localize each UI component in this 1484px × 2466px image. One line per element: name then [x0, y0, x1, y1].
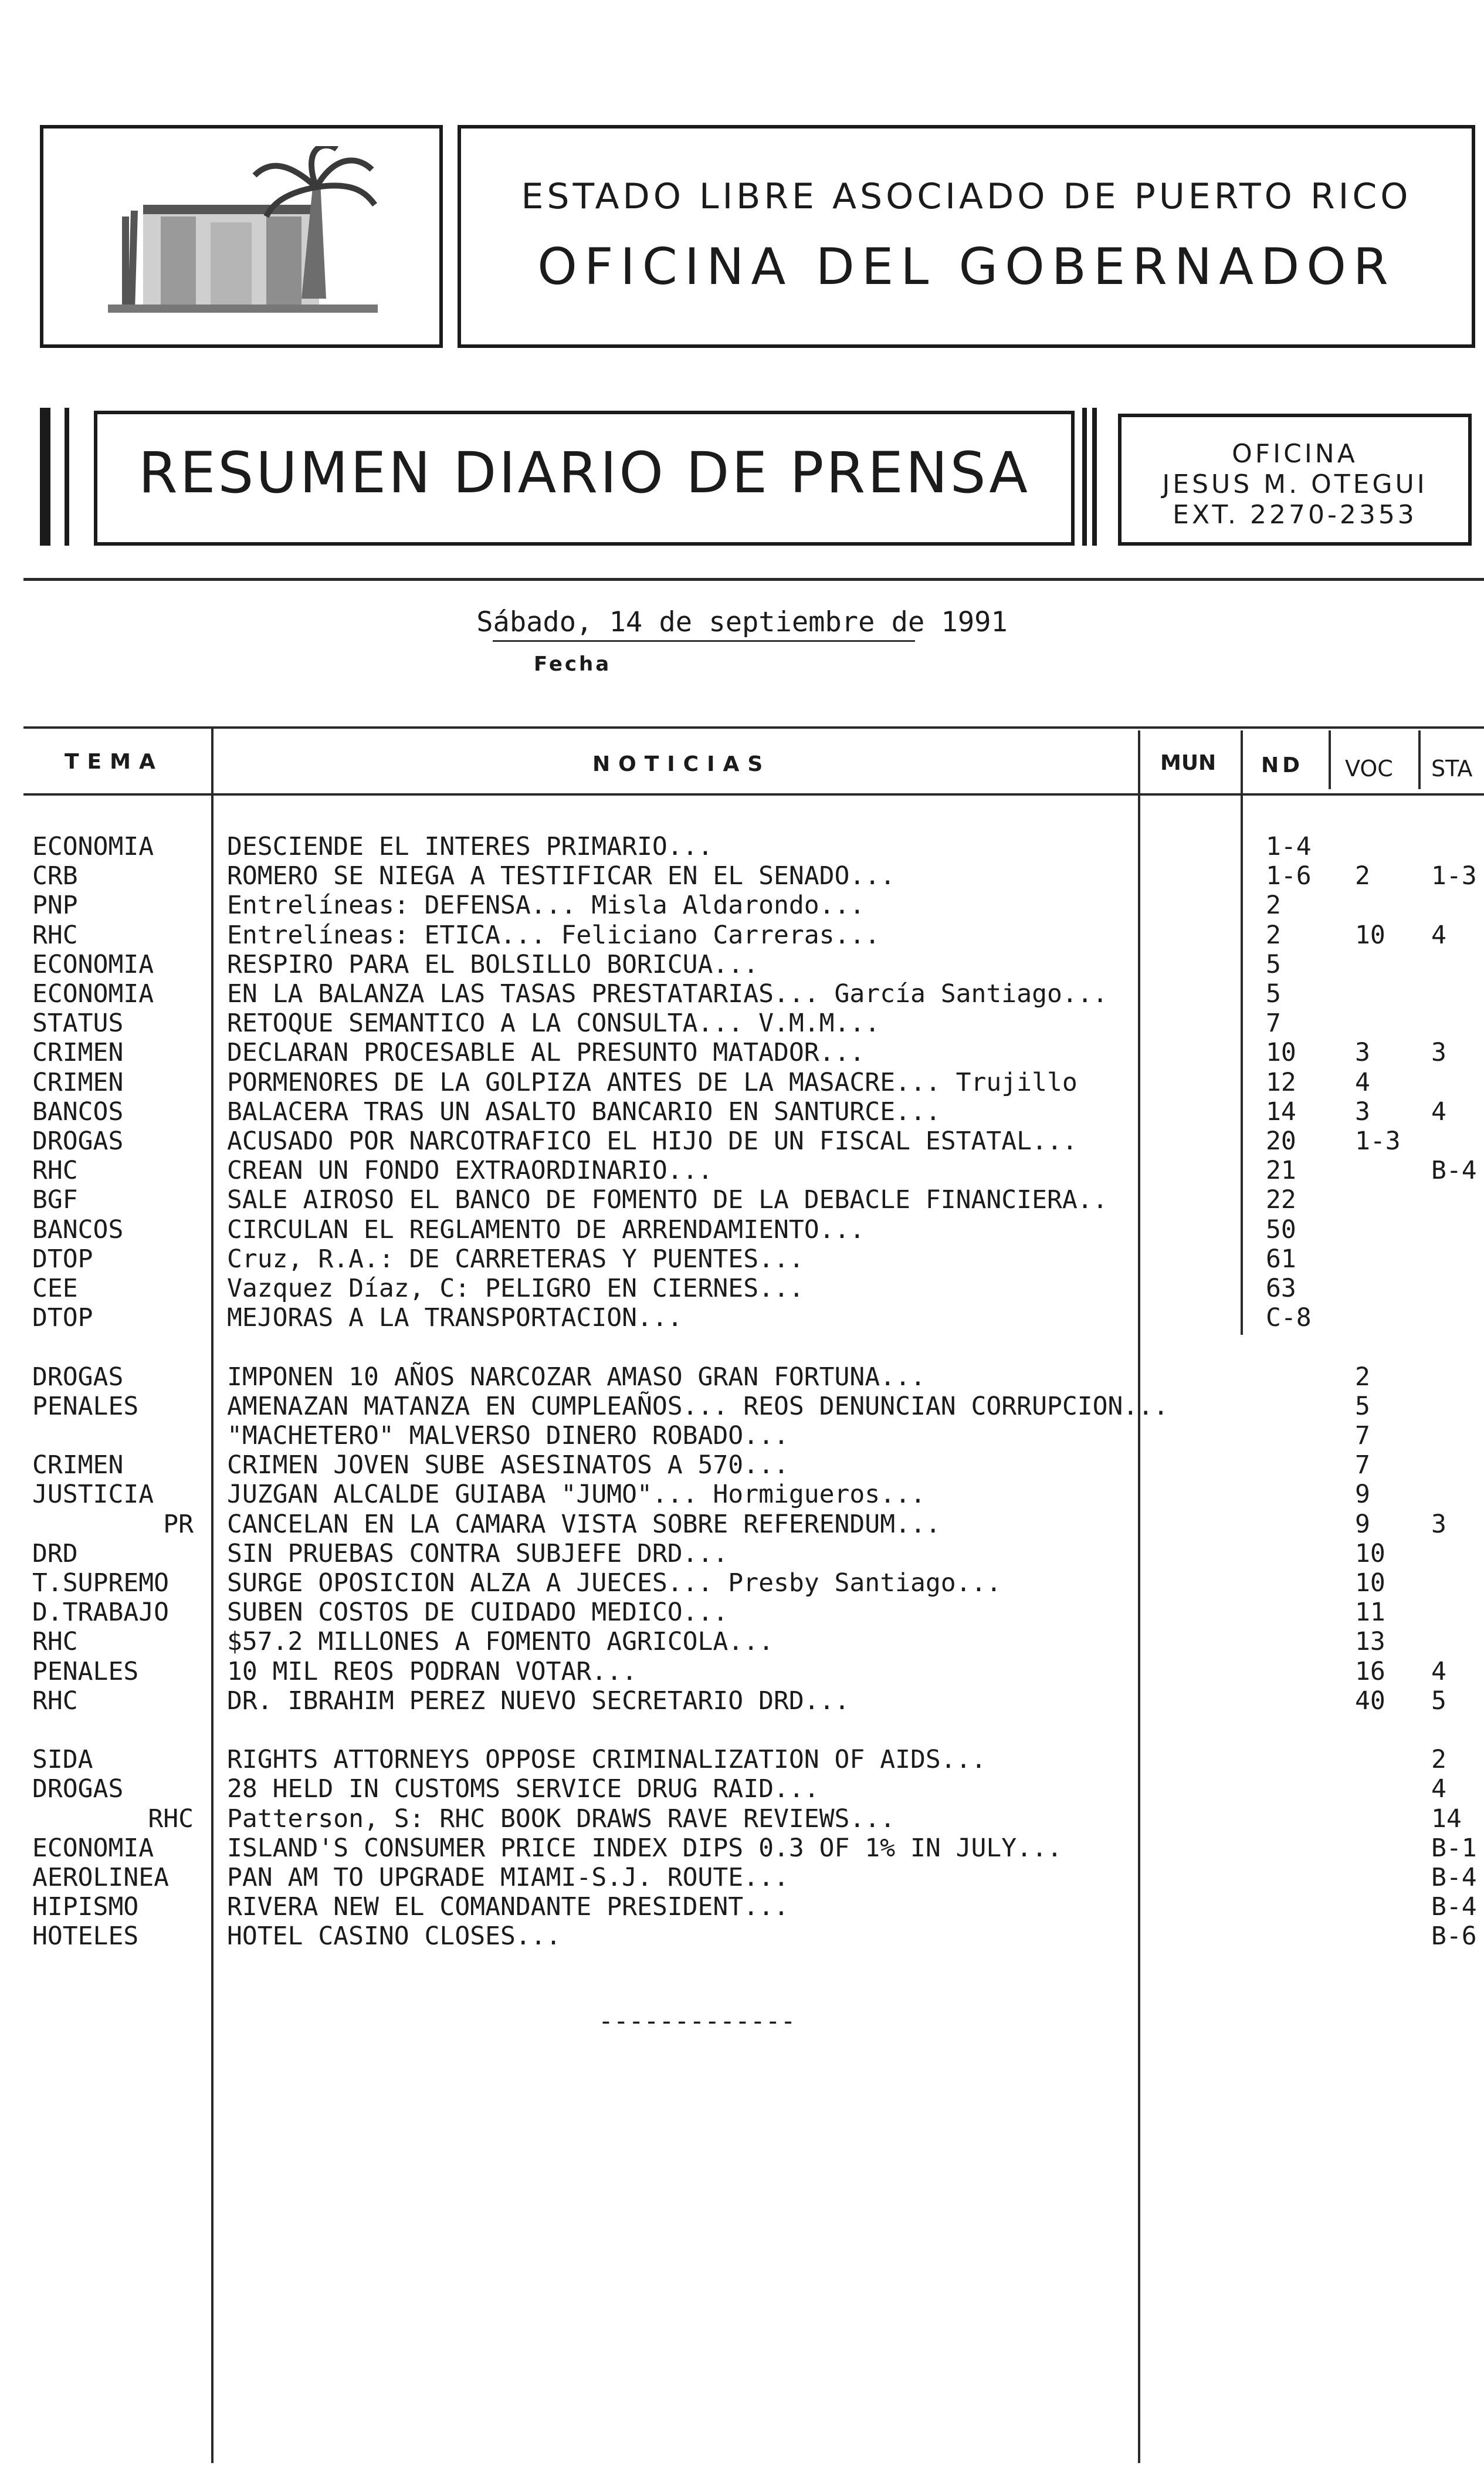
column-divider-nd	[1241, 730, 1243, 1335]
row-sta: 14	[1431, 1804, 1462, 1834]
row-tema: RHC	[32, 1686, 78, 1716]
row-voc: 3	[1355, 1038, 1370, 1067]
oficina-contact-name: JESUS M. OTEGUI	[1162, 469, 1428, 499]
row-sta: 3	[1431, 1510, 1446, 1539]
row-noticia: "MACHETERO" MALVERSO DINERO ROBADO...	[227, 1421, 789, 1450]
row-noticia: PAN AM TO UPGRADE MIAMI-S.J. ROUTE...	[227, 1863, 789, 1892]
row-noticia: MEJORAS A LA TRANSPORTACION...	[227, 1303, 683, 1332]
oficina-extension: EXT. 2270-2353	[1173, 500, 1417, 530]
row-noticia: CREAN UN FONDO EXTRAORDINARIO...	[227, 1156, 713, 1185]
emblem-frame	[40, 125, 443, 348]
row-voc: 5	[1355, 1392, 1370, 1421]
row-nd: 14	[1266, 1097, 1296, 1127]
row-tema: CRB	[32, 861, 78, 891]
row-voc: 13	[1355, 1627, 1385, 1656]
row-sta: 1-3	[1431, 861, 1477, 891]
row-nd: 2	[1266, 921, 1281, 950]
row-voc: 9	[1355, 1510, 1370, 1539]
row-nd: 5	[1266, 979, 1281, 1009]
row-noticia: Entrelíneas: ETICA... Feliciano Carreras...	[227, 921, 880, 950]
table-header-rule	[23, 793, 1484, 796]
row-noticia: DR. IBRAHIM PEREZ NUEVO SECRETARIO DRD...	[227, 1686, 850, 1716]
row-tema: DRD	[32, 1539, 78, 1568]
row-tema: STATUS	[32, 1009, 124, 1038]
row-sta: B-4	[1431, 1863, 1477, 1892]
row-noticia: SALE AIROSO EL BANCO DE FOMENTO DE LA DEBACLE FINANCIERA..	[227, 1185, 1108, 1215]
row-noticia: $57.2 MILLONES A FOMENTO AGRICOLA...	[227, 1627, 774, 1656]
row-noticia: BALACERA TRAS UN ASALTO BANCARIO EN SANTURCE...	[227, 1097, 941, 1127]
row-tema: BANCOS	[32, 1215, 124, 1244]
fortaleza-emblem-icon	[108, 146, 378, 322]
row-nd: 21	[1266, 1156, 1296, 1185]
row-noticia: DECLARAN PROCESABLE AL PRESUNTO MATADOR...	[227, 1038, 865, 1067]
office-name: OFICINA DEL GOBERNADOR	[537, 238, 1395, 296]
title-frame	[458, 125, 1475, 348]
row-nd: 1-6	[1266, 861, 1312, 891]
column-divider-tema	[211, 726, 214, 2463]
row-voc: 7	[1355, 1450, 1370, 1480]
row-sta: B-1	[1431, 1834, 1477, 1863]
row-tema: CEE	[32, 1274, 78, 1303]
row-noticia: HOTEL CASINO CLOSES...	[227, 1922, 561, 1951]
row-tema: RHC	[32, 1156, 78, 1185]
row-voc: 16	[1355, 1657, 1385, 1686]
row-tema: DROGAS	[32, 1362, 124, 1392]
row-noticia: SUBEN COSTOS DE CUIDADO MEDICO...	[227, 1598, 729, 1627]
row-tema: CRIMEN	[32, 1450, 124, 1480]
row-tema: ECONOMIA	[32, 832, 154, 861]
row-noticia: CIRCULAN EL REGLAMENTO DE ARRENDAMIENTO...	[227, 1215, 865, 1244]
row-tema: SIDA	[32, 1745, 93, 1774]
row-noticia: ACUSADO POR NARCOTRAFICO EL HIJO DE UN FISCAL ESTATAL...	[227, 1127, 1078, 1156]
row-noticia: EN LA BALANZA LAS TASAS PRESTATARIAS... García Santiago...	[227, 979, 1108, 1009]
row-nd: 10	[1266, 1038, 1296, 1067]
row-noticia: Cruz, R.A.: DE CARRETERAS Y PUENTES...	[227, 1244, 804, 1274]
row-tema: PR	[163, 1510, 194, 1539]
row-tema: PENALES	[32, 1392, 139, 1421]
row-tema: JUSTICIA	[32, 1480, 154, 1509]
row-nd: 20	[1266, 1127, 1296, 1156]
row-sta: 3	[1431, 1038, 1446, 1067]
decorative-bar	[65, 408, 69, 546]
row-nd: C-8	[1266, 1303, 1312, 1332]
row-nd: 7	[1266, 1009, 1281, 1038]
row-sta: B-4	[1431, 1892, 1477, 1922]
row-tema: ECONOMIA	[32, 979, 154, 1009]
date-underline	[493, 640, 915, 642]
row-noticia: ISLAND'S CONSUMER PRICE INDEX DIPS 0.3 OF 1% IN JULY...	[227, 1834, 1062, 1863]
row-noticia: SIN PRUEBAS CONTRA SUBJEFE DRD...	[227, 1539, 729, 1568]
row-voc: 7	[1355, 1421, 1370, 1450]
row-tema: DTOP	[32, 1244, 93, 1274]
row-tema: PNP	[32, 891, 78, 920]
row-tema: HOTELES	[32, 1922, 139, 1951]
row-sta: 2	[1431, 1745, 1446, 1774]
row-voc: 10	[1355, 921, 1385, 950]
column-header-sta: STA	[1431, 756, 1473, 782]
document-title: RESUMEN DIARIO DE PRENSA	[138, 440, 1030, 506]
row-tema: AEROLINEA	[32, 1863, 169, 1892]
row-voc: 10	[1355, 1568, 1385, 1598]
row-noticia: CANCELAN EN LA CAMARA VISTA SOBRE REFERENDUM...	[227, 1510, 941, 1539]
row-noticia: IMPONEN 10 AÑOS NARCOZAR AMASO GRAN FORTUNA...	[227, 1362, 926, 1392]
row-noticia: PORMENORES DE LA GOLPIZA ANTES DE LA MASACRE... Trujillo	[227, 1068, 1078, 1097]
row-noticia: JUZGAN ALCALDE GUIABA "JUMO"... Hormigueros...	[227, 1480, 926, 1509]
row-tema: T.SUPREMO	[32, 1568, 169, 1598]
row-sta: B-6	[1431, 1922, 1477, 1951]
row-voc: 10	[1355, 1539, 1385, 1568]
row-sta: 5	[1431, 1686, 1446, 1716]
row-nd: 61	[1266, 1244, 1296, 1274]
row-noticia: RIGHTS ATTORNEYS OPPOSE CRIMINALIZATION OF AIDS...	[227, 1745, 987, 1774]
oficina-label: OFICINA	[1232, 439, 1358, 469]
end-marker: -------------	[598, 2007, 796, 2036]
row-voc: 11	[1355, 1598, 1385, 1627]
row-voc: 2	[1355, 861, 1370, 891]
row-noticia: 10 MIL REOS PODRAN VOTAR...	[227, 1657, 637, 1686]
date-line: Sábado, 14 de septiembre de 1991	[476, 606, 1008, 638]
row-voc: 1-3	[1355, 1127, 1401, 1156]
row-nd: 5	[1266, 950, 1281, 979]
row-tema: RHC	[32, 921, 78, 950]
row-tema: D.TRABAJO	[32, 1598, 169, 1627]
row-noticia: ROMERO SE NIEGA A TESTIFICAR EN EL SENADO...	[227, 861, 896, 891]
government-name: ESTADO LIBRE ASOCIADO DE PUERTO RICO	[521, 176, 1412, 217]
row-tema: DROGAS	[32, 1127, 124, 1156]
row-sta: 4	[1431, 1097, 1446, 1127]
column-divider-sta	[1418, 730, 1421, 789]
row-voc: 4	[1355, 1068, 1370, 1097]
column-header-noticias: NOTICIAS	[592, 752, 771, 776]
column-header-tema: TEMA	[65, 750, 164, 774]
row-noticia: RETOQUE SEMANTICO A LA CONSULTA... V.M.M...	[227, 1009, 880, 1038]
row-nd: 2	[1266, 891, 1281, 920]
column-header-mun: MUN	[1160, 751, 1217, 775]
column-divider-voc	[1329, 730, 1331, 789]
row-tema: DTOP	[32, 1303, 93, 1332]
row-nd: 63	[1266, 1274, 1296, 1303]
row-tema: DROGAS	[32, 1774, 124, 1804]
row-noticia: CRIMEN JOVEN SUBE ASESINATOS A 570...	[227, 1450, 789, 1480]
decorative-bar	[40, 408, 50, 546]
row-voc: 3	[1355, 1097, 1370, 1127]
row-tema: ECONOMIA	[32, 950, 154, 979]
row-tema: BGF	[32, 1185, 78, 1215]
row-voc: 2	[1355, 1362, 1370, 1392]
decorative-bar	[1082, 408, 1087, 546]
decorative-bar	[1092, 408, 1097, 546]
row-noticia: Patterson, S: RHC BOOK DRAWS RAVE REVIEWS...	[227, 1804, 896, 1834]
row-tema: BANCOS	[32, 1097, 124, 1127]
row-noticia: Entrelíneas: DEFENSA... Misla Aldarondo...	[227, 891, 865, 920]
row-sta: 4	[1431, 921, 1446, 950]
column-divider-mun	[1138, 730, 1140, 2463]
row-noticia: RIVERA NEW EL COMANDANTE PRESIDENT...	[227, 1892, 789, 1922]
row-noticia: RESPIRO PARA EL BOLSILLO BORICUA...	[227, 950, 759, 979]
row-sta: B-4	[1431, 1156, 1477, 1185]
row-sta: 4	[1431, 1774, 1446, 1804]
row-nd: 12	[1266, 1068, 1296, 1097]
row-noticia: 28 HELD IN CUSTOMS SERVICE DRUG RAID...	[227, 1774, 819, 1804]
row-tema: HIPISMO	[32, 1892, 139, 1922]
row-tema: PENALES	[32, 1657, 139, 1686]
row-voc: 9	[1355, 1480, 1370, 1509]
row-voc: 40	[1355, 1686, 1385, 1716]
date-label: Fecha	[534, 652, 612, 676]
row-tema: RHC	[32, 1627, 78, 1656]
row-noticia: SURGE OPOSICION ALZA A JUECES... Presby Santiago...	[227, 1568, 1002, 1598]
row-noticia: DESCIENDE EL INTERES PRIMARIO...	[227, 832, 713, 861]
row-nd: 1-4	[1266, 832, 1312, 861]
separator-line	[23, 578, 1484, 581]
row-noticia: Vazquez Díaz, C: PELIGRO EN CIERNES...	[227, 1274, 804, 1303]
row-nd: 50	[1266, 1215, 1296, 1244]
row-tema: CRIMEN	[32, 1068, 124, 1097]
row-nd: 22	[1266, 1185, 1296, 1215]
row-sta: 4	[1431, 1657, 1446, 1686]
row-tema: RHC	[148, 1804, 194, 1834]
row-tema: CRIMEN	[32, 1038, 124, 1067]
row-noticia: AMENAZAN MATANZA EN CUMPLEAÑOS... REOS DENUNCIAN CORRUPCION...	[227, 1392, 1169, 1421]
column-header-nd: ND	[1261, 753, 1304, 777]
row-tema: ECONOMIA	[32, 1834, 154, 1863]
table-top-rule	[23, 726, 1484, 729]
column-header-voc: VOC	[1345, 756, 1393, 782]
